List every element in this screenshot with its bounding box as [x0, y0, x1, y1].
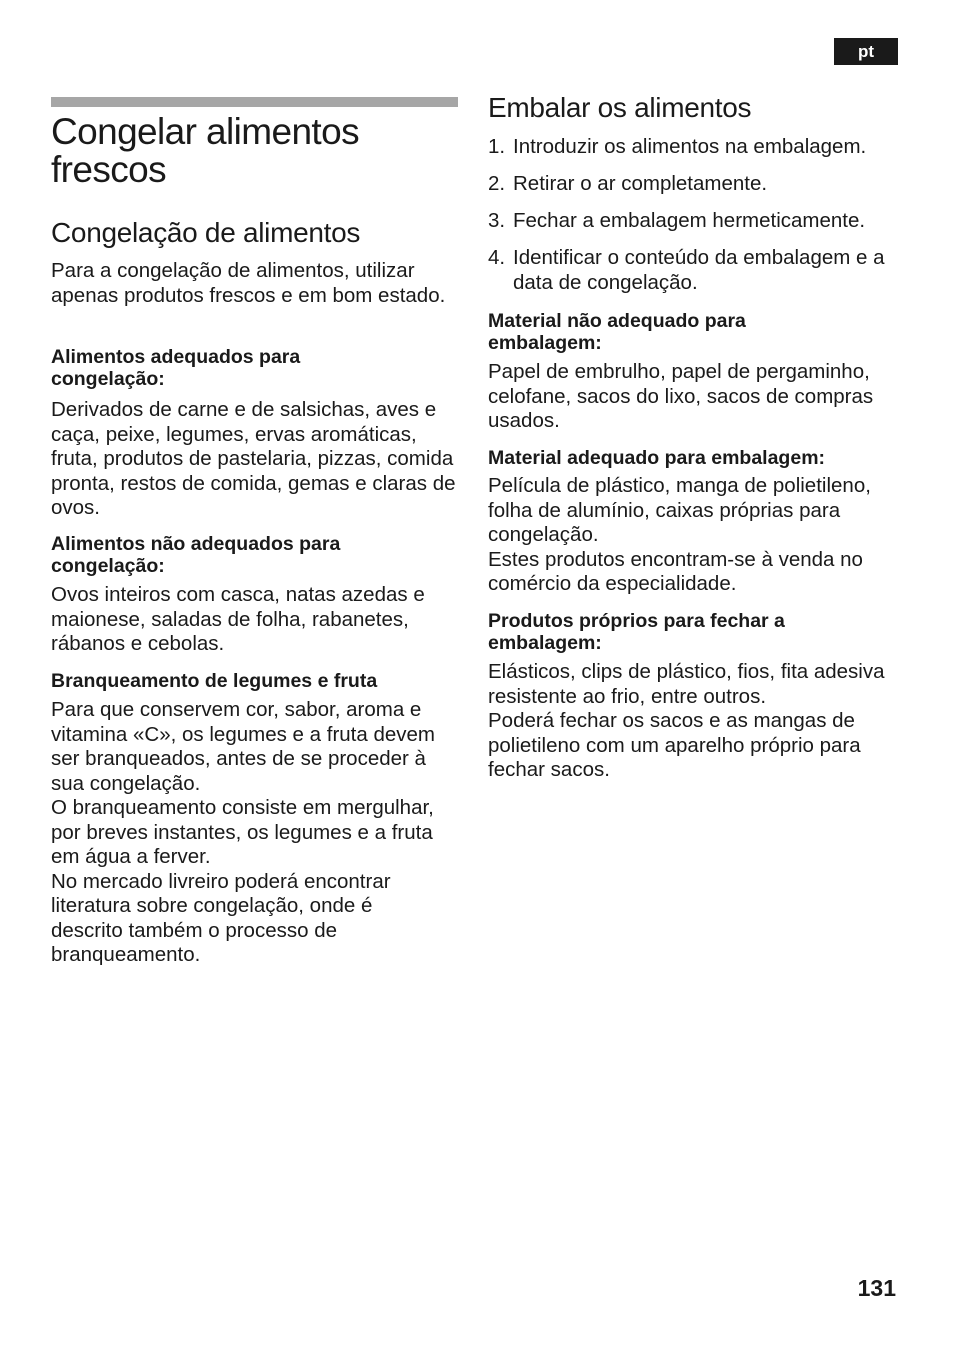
- step-text: Retirar o ar completamente.: [513, 172, 768, 195]
- list-item: [488, 245, 903, 295]
- suitable-material-heading: Material adequado para embalagem:: [488, 447, 826, 469]
- blanching-text: Para que conservem cor, sabor, aroma e vitamina «C», os legumes e a fruta devem ser branqueados, antes de se proceder à sua congelação. O branqueamento consiste em mergulhar, por breves instantes, os legumes e a fruta em água a ferver. No mercado livreiro poderá encontrar literatura sobre congelação, onde é descrito também o processo de branqueamento.: [51, 698, 435, 966]
- intro-text: Para a congelação de alimentos, utilizar apenas produtos frescos e em bom estado.: [51, 259, 446, 307]
- page-title: Congelar alimentos frescos: [51, 111, 359, 190]
- title-rule: [51, 97, 458, 107]
- list-item: [488, 171, 903, 196]
- suitable-material-text: Película de plástico, manga de polietileno, folha de alumínio, caixas próprias para congelação. Estes produtos encontram-se à venda no comércio da especialidade.: [488, 474, 871, 595]
- closing-products-text: Elásticos, clips de plástico, fios, fita adesiva resistente ao frio, entre outros. Poderá fechar os sacos e as mangas de polietileno com um aparelho próprio para fechar sacos.: [488, 660, 885, 781]
- step-text: Fechar a embalagem hermeticamente.: [513, 209, 866, 232]
- blanching-heading: Branqueamento de legumes e fruta: [51, 670, 378, 692]
- suitable-foods-text: Derivados de carne e de salsichas, aves e caça, peixe, legumes, ervas aromáticas, fruta, produtos de pastelaria, pizzas, comida pronta, restos de comida, gemas e claras de ovos.: [51, 398, 456, 519]
- unsuitable-material-heading: Material não adequado para embalagem:: [488, 310, 746, 354]
- step-number: 1.: [488, 135, 506, 158]
- closing-products-heading: Produtos próprios para fechar a embalagem:: [488, 610, 785, 654]
- unsuitable-foods-heading: Alimentos não adequados para congelação:: [51, 533, 341, 577]
- unsuitable-material-text: Papel de embrulho, papel de pergaminho, celofane, sacos do lixo, sacos de compras usados.: [488, 360, 874, 432]
- step-number: 3.: [488, 209, 506, 232]
- language-badge: pt: [834, 38, 898, 65]
- step-text: Introduzir os alimentos na embalagem.: [513, 135, 867, 158]
- step-text: Identificar o conteúdo da embalagem e a data de congelação.: [513, 246, 885, 294]
- list-item: [488, 208, 903, 233]
- packing-steps-list: [488, 134, 903, 307]
- section-heading-freezing: Congelação de alimentos: [51, 217, 361, 248]
- section-heading-packing: Embalar os alimentos: [488, 92, 752, 123]
- page-number: 131: [857, 1275, 896, 1301]
- step-number: 4.: [488, 246, 506, 269]
- suitable-foods-heading: Alimentos adequados para congelação:: [51, 346, 301, 390]
- unsuitable-foods-text: Ovos inteiros com casca, natas azedas e maionese, saladas de folha, rabanetes, rábanos e cebolas.: [51, 583, 425, 655]
- step-number: 2.: [488, 172, 506, 195]
- list-item: [488, 134, 903, 159]
